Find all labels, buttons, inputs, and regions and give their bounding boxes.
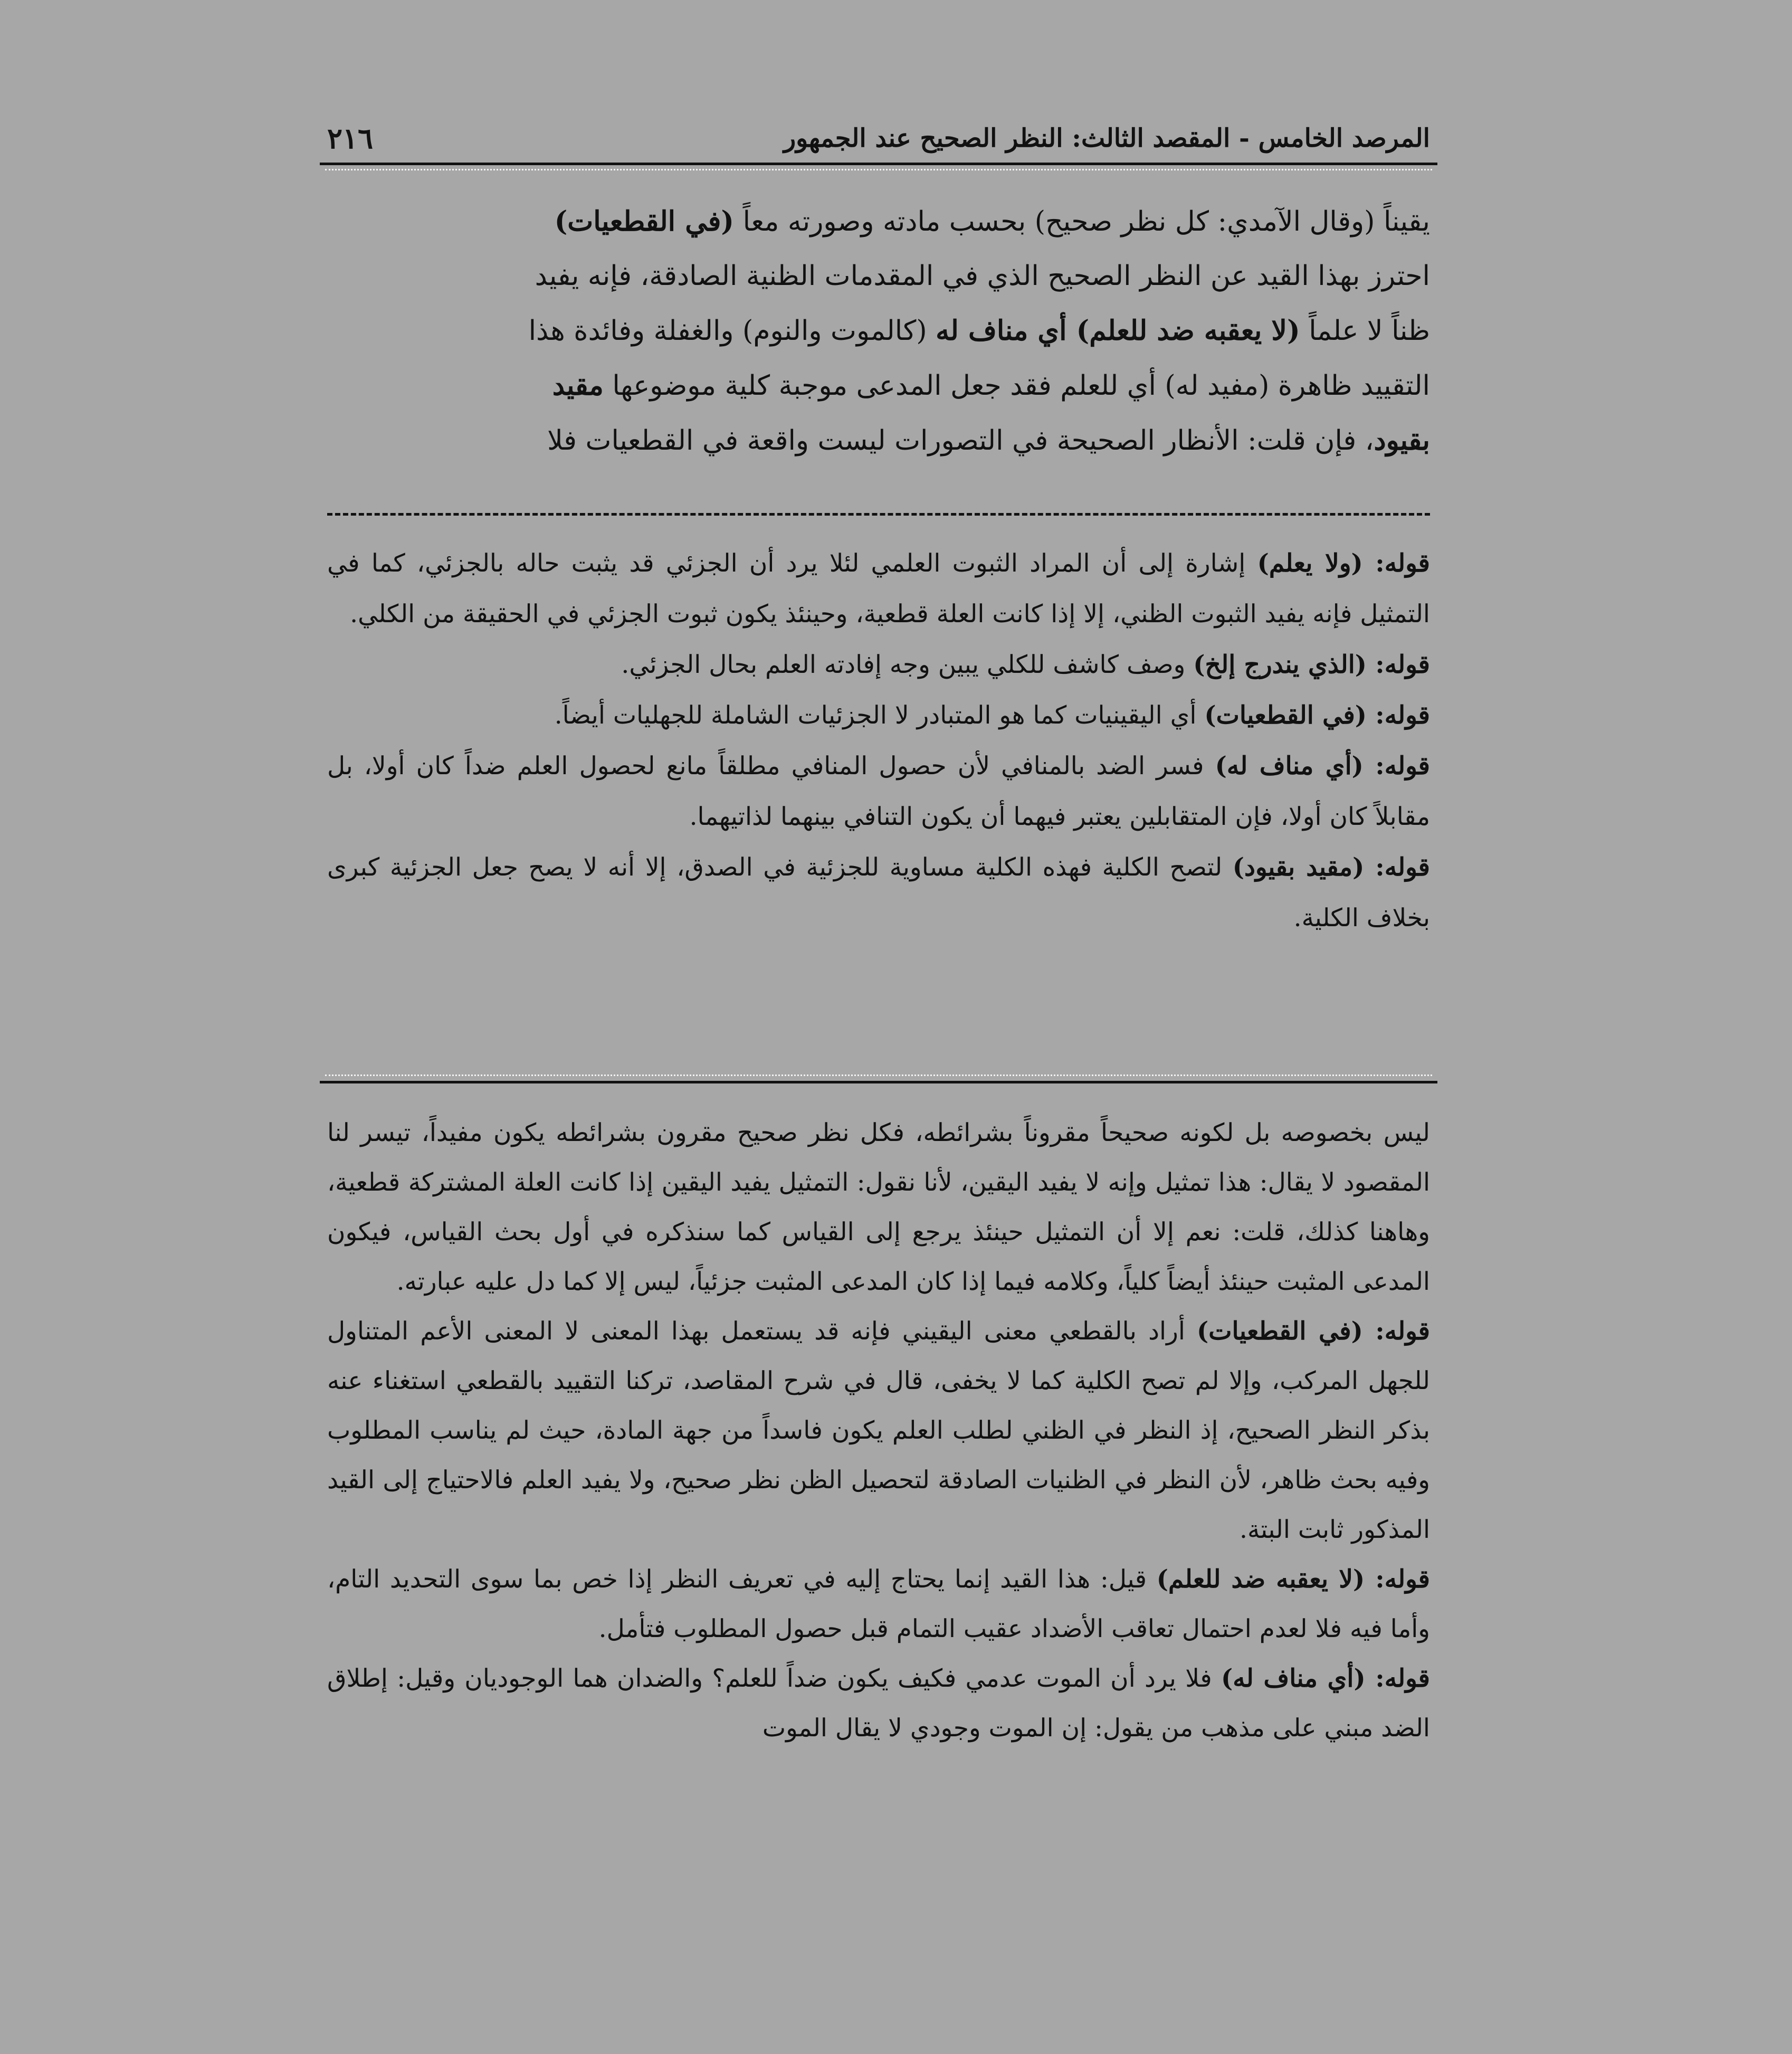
commentary-paragraph: قوله: (أي مناف له) فسر الضد بالمنافي لأن حصول المنافي مطلقاً مانع لحصول العلم ضداً كان أولا، بل مقابلاً كان أولا، فإن المتقابلين يعتبر فيهما أن يكون التنافي بينهما لذاتيهما. — [327, 752, 1430, 831]
commentary-paragraph: قوله: (مقيد بقيود) لتصح الكلية فهذه الكلية مساوية للجزئية في الصدق، إلا أنه لا يصح جعل الجزئية كبرى بخلاف الكلية. — [327, 853, 1430, 933]
commentary-paragraph: قوله: (أي مناف له) فلا يرد أن الموت عدمي فكيف يكون ضداً للعلم؟ والضدان هما الوجوديان وقيل: إطلاق الضد مبني على مذهب من يقول: إن الموت وجودي لا يقال الموت — [327, 1664, 1430, 1743]
dashed-separator — [327, 513, 1430, 516]
commentary-paragraph: قوله: (في القطعيات) أراد بالقطعي معنى اليقيني فإنه قد يستعمل بهذا المعنى لا المعنى الأعم المتناول للجهل المركب، وإلا لم تصح الكلية كما لا يخفى، قال في شرح المقاصد، تركنا التقييد بالقطعي استغناء عنه بذكر النظر الصحيح، إذ النظر في الظني لطلب العلم يكون فاسداً من جهة المادة، حيث لم يناسب المطلوب وفيه بحث ظاهر، لأن النظر في الظنيات الصادقة لتحصيل الظن نظر صحيح، ولا يفيد العلم فالاحتياج إلى القيد المذكور ثابت البتة. — [327, 1317, 1430, 1544]
page-number: ٢١٦ — [327, 121, 374, 155]
commentary-paragraph: قوله: (لا يعقبه ضد للعلم) قيل: هذا القيد إنما يحتاج إليه في تعريف النظر إذا خص بما سوى التحديد التام، وأما فيه فلا لعدم احتمال تعاقب الأضداد عقيب التمام قبل حصول المطلوب فتأمل. — [327, 1565, 1431, 1643]
page-header — [327, 117, 1430, 159]
book-page — [327, 106, 1430, 2027]
commentary-section-bottom — [327, 1108, 1430, 1753]
main-line: التقييد ظاهرة (مفيد له) أي للعلم فقد جعل المدعى موجبة كلية موضوعها مقيد — [552, 369, 1430, 402]
main-line: يقيناً (وقال الآمدي: كل نظر صحيح) بحسب مادته وصورته معاً (في القطعيات) — [554, 205, 1430, 237]
main-line: بقيود، فإن قلت: الأنظار الصحيحة في التصورات ليست واقعة في القطعيات فلا — [547, 424, 1430, 457]
commentary-paragraph: قوله: (ولا يعلم) إشارة إلى أن المراد الثبوت العلمي لئلا يرد أن الجزئي قد يثبت حاله بالجزئي، كما في التمثيل فإنه يفيد الثبوت الظني، إلا إذا كانت العلة قطعية، وحينئذ يكون ثبوت الجزئي في الحقيقة من الكلي. — [327, 549, 1431, 629]
section-rule-dotted — [325, 1074, 1432, 1076]
header-rule-dotted — [325, 169, 1432, 170]
main-line: احترز بهذا القيد عن النظر الصحيح الذي في المقدمات الظنية الصادقة، فإنه يفيد — [535, 260, 1430, 292]
commentary-paragraph: ليس بخصوصه بل لكونه صحيحاً مقروناً بشرائطه، فكل نظر صحيح مقرون بشرائطه يكون مفيداً، تيسر لنا المقصود لا يقال: هذا تمثيل وإنه لا يفيد اليقين، لأنا نقول: التمثيل يفيد اليقين إذا كانت العلة المشتركة قطعية، وهاهنا كذلك، قلت: نعم إلا أن التمثيل حينئذ يرجع إلى القياس كما سنذكره في أول بحث القياس، فيكون المدعى المثبت حينئذ أيضاً كلياً، وكلامه فيما إذا كان المدعى المثبت جزئياً، ليس إلا كما دل عليه عبارته. — [327, 1118, 1430, 1296]
running-title: المرصد الخامس - المقصد الثالث: النظر الصحيح عند الجمهور — [783, 123, 1430, 153]
section-rule — [320, 1081, 1437, 1083]
main-text — [327, 194, 1430, 468]
commentary-paragraph: قوله: (الذي يندرج إلخ) وصف كاشف للكلي يبين وجه إفادته العلم بحال الجزئي. — [621, 650, 1430, 679]
commentary-paragraph: قوله: (في القطعيات) أي اليقينيات كما هو المتبادر لا الجزئيات الشاملة للجهليات أيضاً. — [554, 701, 1430, 730]
header-rule — [320, 163, 1437, 165]
main-line: ظناً لا علماً (لا يعقبه ضد للعلم) أي مناف له (كالموت والنوم) والغفلة وفائدة هذا — [528, 315, 1430, 347]
commentary-section-top — [327, 538, 1430, 944]
